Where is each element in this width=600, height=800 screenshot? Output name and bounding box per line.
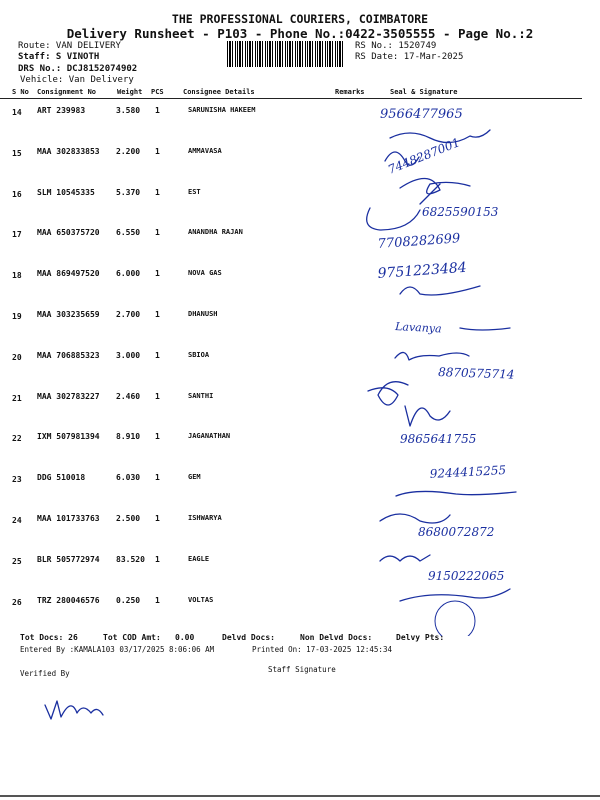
row-sno: 16 [12,189,22,199]
row-consignee: EAGLE [188,554,210,563]
row-consignee: GEM [188,473,201,482]
total-docs: Tot Docs: 26 [20,633,78,642]
row-pcs: 1 [155,391,160,401]
verified-by-label: Verified By [20,669,70,678]
row-pcs: 1 [155,187,160,197]
row-pcs: 1 [155,228,160,238]
handwriting-row-24: 8680072872 [418,525,495,539]
row-consignment-no: IXM 507981394 [37,432,100,442]
row-consignment-no: SLM 10545335 [37,187,95,197]
row-consignee: ISHWARYA [188,514,222,522]
row-sno: 17 [12,230,22,240]
rs-date: RS Date: 17-Mar-2025 [355,52,464,62]
row-consignee: VOLTAS [188,595,214,604]
row-consignment-no: MAA 303235659 [37,310,100,319]
row-sno: 14 [12,108,22,117]
row-weight: 6.000 [116,269,141,279]
row-consignee: NOVA GAS [188,269,222,278]
row-pcs: 1 [155,473,160,483]
delivered-docs: Delvd Docs: [222,633,275,642]
row-weight: 6.030 [116,473,141,483]
row-consignment-no: MAA 302783227 [37,391,100,401]
printed-on: Printed On: 17-03-2025 12:45:34 [252,645,392,654]
row-consignment-no: MAA 101733763 [37,514,100,523]
row-pcs: 1 [155,514,160,523]
row-weight: 2.700 [116,310,141,319]
row-consignment-no: MAA 869497520 [37,269,100,279]
row-weight: 0.250 [116,595,141,605]
vehicle-label: Vehicle: Van Delivery [20,75,134,85]
handwriting-row-15: 7448287001 [385,135,462,177]
row-pcs: 1 [155,146,160,156]
row-pcs: 1 [155,269,160,279]
row-sno: 25 [12,556,22,566]
total-cod-label: Tot COD Amt: [103,633,161,642]
col-pcs: PCS [151,88,164,96]
barcode [227,41,345,67]
entered-by: Entered By :KAMALA103 03/17/2025 8:06:06 AM [20,645,215,654]
drs-number: DRS No.: DCJ8152074902 [18,64,138,74]
bottom-edge [0,795,600,797]
row-sno: 23 [12,475,22,485]
handwriting-row-18: 9751223484 [377,259,468,282]
row-consignment-no: MAA 302833853 [37,146,100,156]
col-seal-signature: Seal & Signature [390,88,458,96]
col-consignee: Consignee Details [183,88,255,96]
route-label: Route: VAN DELIVERY [18,41,121,51]
row-sno: 20 [12,352,22,362]
row-sno: 19 [12,312,22,321]
handwriting-row-22: 9865641755 [400,432,477,446]
row-consignment-no: TRZ 280046576 [37,595,100,605]
col-consignment: Consignment No [37,88,97,96]
row-weight: 8.910 [116,432,141,442]
row-sno: 15 [12,148,22,158]
row-consignee: SARUNISHA HAKEEM [188,106,256,114]
row-consignee: JAGANATHAN [188,432,231,441]
row-weight: 5.370 [116,187,141,197]
rs-number: RS No.: 1520749 [355,41,437,51]
row-consignment-no: MAA 650375720 [37,228,100,238]
row-sno: 24 [12,516,22,525]
row-consignee: EST [188,187,201,196]
row-pcs: 1 [155,595,160,605]
handwriting-row-25: 9150222065 [428,569,505,583]
handwriting-row-19: Lavanya [394,320,442,336]
row-sno: 26 [12,597,22,607]
staff-signature-label: Staff Signature [268,665,336,674]
row-consignment-no: BLR 505772974 [37,554,100,564]
row-pcs: 1 [155,350,160,360]
handwriting-row-17: 7708282699 [377,231,461,252]
row-pcs: 1 [155,554,160,564]
row-sno: 18 [12,271,22,281]
handwriting-row-16: 6825590153 [422,205,499,219]
staff-label: Staff: S VINOTH [18,52,100,62]
row-pcs: 1 [155,310,160,319]
handwriting-row-20: 8870575714 [437,365,515,382]
col-sno: S No [12,88,29,96]
row-weight: 3.000 [116,350,141,360]
handwriting-row-23: 9244415255 [429,463,507,481]
col-weight: Weight [117,88,143,96]
row-consignee: SANTHI [188,391,214,400]
handwritten-signatures [360,96,580,636]
row-weight: 83.520 [116,554,145,564]
handwriting-row-14: 9566477965 [380,107,463,122]
row-consignee: SBIOA [188,350,210,359]
non-delivered-docs: Non Delvd Docs: [300,633,373,642]
row-consignee: AMMAVASA [188,146,222,155]
row-consignee: DHANUSH [188,310,218,318]
company-name: THE PROFESSIONAL COURIERS, COIMBATORE [171,12,429,26]
row-weight: 2.460 [116,391,141,401]
row-consignee: ANANDHA RAJAN [188,228,243,237]
total-cod-value: 0.00 [175,633,195,642]
runsheet-title: Delivery Runsheet - P103 - Phone No.:0422-3505555 - Page No.:2 [66,26,534,41]
delivery-points: Delvy Pts: [396,633,445,642]
row-weight: 6.550 [116,228,141,238]
col-remarks: Remarks [335,88,365,96]
row-sno: 22 [12,434,22,444]
verifier-signature [40,685,120,725]
row-consignment-no: DDG 510018 [37,473,86,483]
row-sno: 21 [12,393,22,403]
row-pcs: 1 [155,432,160,442]
row-pcs: 1 [155,106,160,115]
row-weight: 3.580 [116,106,141,115]
row-weight: 2.200 [116,146,141,156]
row-consignment-no: MAA 706885323 [37,350,100,360]
row-weight: 2.500 [116,514,141,523]
row-consignment-no: ART 239983 [37,106,86,115]
